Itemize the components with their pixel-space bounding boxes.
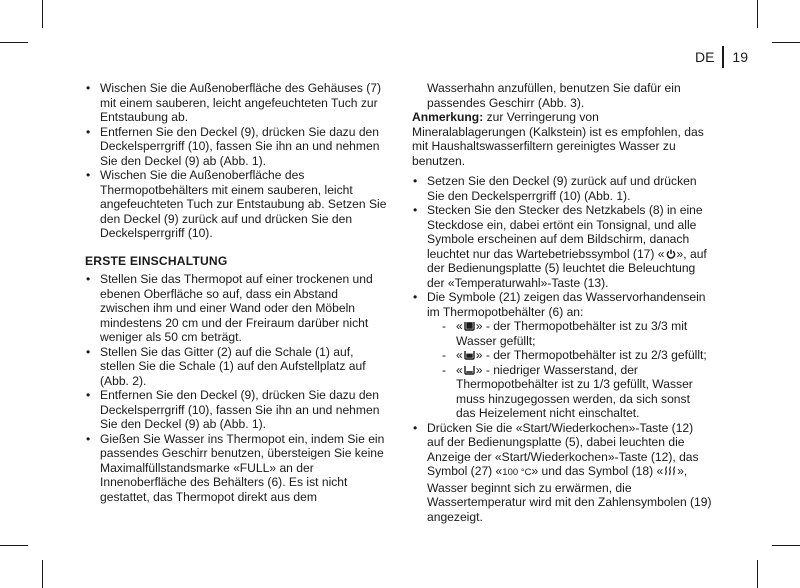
- continued-text: Wasserhahn anzufüllen, benutzen Sie dafür ein passendes Geschirr (Abb. 3).: [427, 81, 681, 110]
- crop-mark: [0, 545, 28, 546]
- list-item: • Stellen Sie das Thermopot auf einer trockenen und ebenen Oberfläche so auf, dass ein Abstand zwischen ihm und einer Wand oder den Möbeln mindestens 20 cm und der Freiraum darüber nicht weniger als 50 cm beträgt.: [85, 272, 390, 345]
- page-number: 19: [732, 49, 748, 65]
- list-item: • Gießen Sie Wasser ins Thermopot ein, indem Sie ein passendes Geschirr benutzen, übersteigen Sie keine Maximalfüllstandsmarke «FULL» an der Innenoberfläche des Behälters (6). Es ist nicht gestattet, das Thermopot direkt aus dem: [85, 432, 390, 505]
- crop-mark: [772, 42, 800, 43]
- page-header: [695, 46, 748, 68]
- list-item: • Entfernen Sie den Deckel (9), drücken Sie dazu den Deckelsperrgriff (10), fassen Sie ihn an und nehmen Sie den Deckel (9) ab (Abb. 1).: [85, 388, 390, 432]
- water-level-full-icon: [464, 321, 475, 331]
- section-heading: ERSTE EINSCHALTUNG: [85, 253, 228, 268]
- list-item: • Drücken Sie die «Start/Wiederkochen»-Taste (12) auf der Bedienungsplatte (5), dabei leuchten die Anzeige der «Start/Wiederkochen»-Taste (12), das Symbol (27) «100 °C» und das Symbol (18) « », Wasser beginnt sich zu erwärmen, die Wassertemperatur wird mit den Zahlensymbolen (19) angezeigt.: [412, 421, 712, 525]
- list-item: • Stellen Sie das Gitter (2) auf die Schale (1) auf, stellen Sie die Schale (1) auf den Aufstellplatz auf (Abb. 2).: [85, 345, 390, 389]
- language-code: DE: [694, 49, 715, 65]
- crop-mark: [757, 0, 758, 28]
- list-item: • Stecken Sie den Stecker des Netzkabels (8) in eine Steckdose ein, dabei ertönt ein Tonsignal, und alle Symbole erscheinen auf dem Bildschirm, danach leuchtet nur das Wartebetriebssymbol (17) « », auf der Bedienungsplatte (5) leuchtet die Beleuchtung der «Temperaturwahl»-Taste (13).: [412, 203, 712, 290]
- crop-mark: [42, 560, 43, 588]
- crop-mark: [0, 42, 28, 43]
- crop-mark: [42, 0, 43, 28]
- water-level-two-thirds-icon: [464, 350, 475, 360]
- water-level-low-icon: [464, 365, 475, 375]
- note-text: zur Verringerung von Mineralablagerungen (Kalkstein) ist es empfohlen, das mit Haushaltswasserfiltern gereinigtes Wasser zu benutzen.: [412, 110, 704, 168]
- list-item: • Entfernen Sie den Deckel (9), drücken Sie dazu den Deckelsperrgriff (10), fassen Sie ihn an und nehmen Sie den Deckel (9) ab (Abb. 1).: [85, 125, 390, 169]
- note-label: Anmerkung:: [412, 110, 484, 124]
- crop-mark: [772, 545, 800, 546]
- list-item: - « » - der Thermopotbehälter ist zu 3/3 mit Wasser gefüllt;: [427, 319, 712, 348]
- heating-icon: [664, 466, 676, 476]
- left-column: [85, 81, 390, 504]
- water-level-list: [427, 319, 712, 421]
- temperature-symbol: 100 °C: [502, 467, 532, 478]
- crop-mark: [757, 560, 758, 588]
- list-item: • Setzen Sie den Deckel (9) zurück auf und drücken Sie den Deckelsperrgriff (10) (Abb. 1).: [412, 174, 712, 203]
- operation-list: [412, 174, 712, 524]
- setup-list: [85, 272, 390, 504]
- right-column: [412, 81, 712, 524]
- note: [412, 110, 712, 168]
- list-item: • Wischen Sie die Außenoberfläche des Thermopotbehälters mit einem sauberen, leicht angefeuchteten Tuch zur Entstaubung ab. Setzen Sie den Deckel (9) zurück auf und drücken Sie den Deckelsperrgriff (10).: [85, 168, 390, 241]
- list-item: • Wischen Sie die Außenoberfläche des Gehäuses (7) mit einem sauberen, leicht angefeuchteten Tuch zur Entstaubung ab.: [85, 81, 390, 125]
- list-item: - « » - niedriger Wasserstand, der Thermopotbehälter ist zu 1/3 gefüllt, Wasser muss hinzugegossen werden, da sich sonst das Heizelement nicht einschaltet.: [427, 363, 712, 421]
- list-item: • Die Symbole (21) zeigen das Wasservorhandensein im Thermopotbehälter (6) an: - « » - der Thermopotbehälter ist zu 3/3 mit Wasser gefüllt; - « » - der Thermopotbehälter ist zu 2/3 gefüllt; - « » - niedriger Wasserstand, der Thermopotbehälter ist zu 1/3 gefüllt, Wasser muss hinzugegossen werden, da sich sonst das Heizelement nicht einschaltet.: [412, 290, 712, 421]
- power-icon: [666, 249, 676, 259]
- list-item: - « » - der Thermopotbehälter ist zu 2/3 gefüllt;: [427, 348, 712, 363]
- intro-list: [85, 81, 390, 241]
